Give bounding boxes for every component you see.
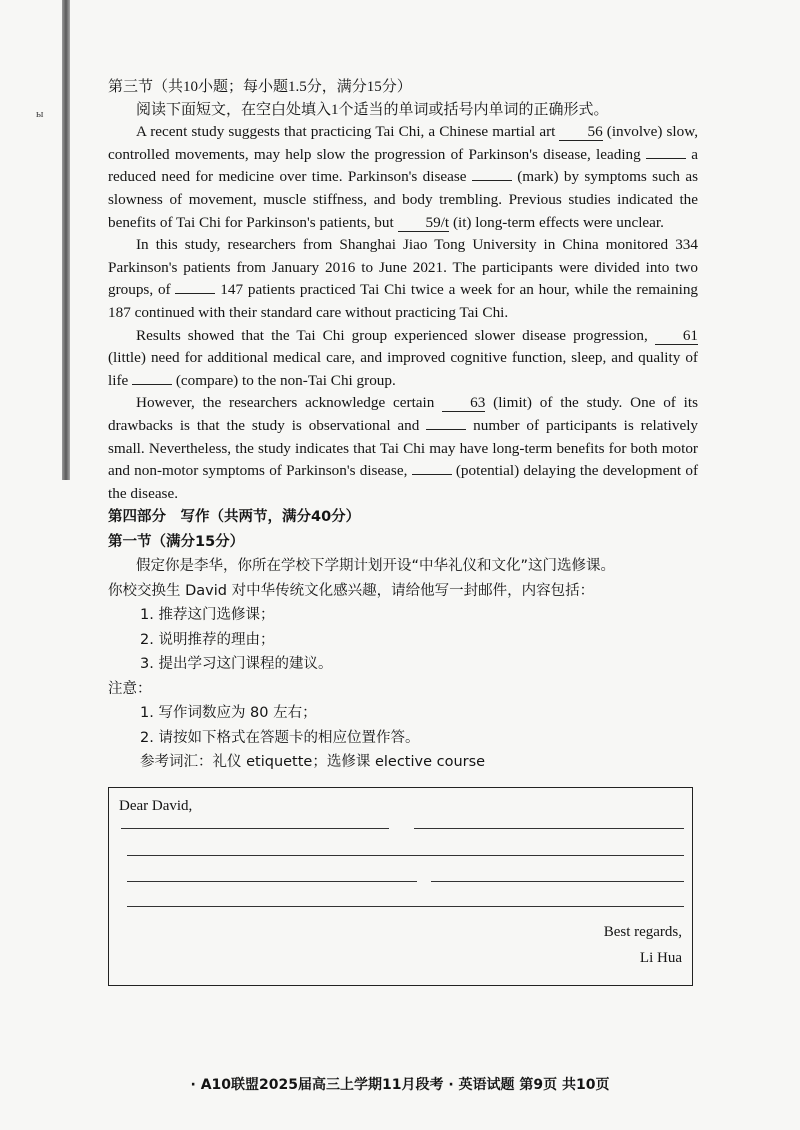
blank-59[interactable]: 59/t [398,215,450,232]
passage-paragraph-1: A recent study suggests that practicing Tai Chi, a Chinese martial art 56 (involve) slow, controlled movements, may help slow the progression of Parkinson's disease, leading a reduced need for medicine over time. Parkinson's disease (mark) by symptoms such as slowness of movement, muscle stiffness, and body trembling. Previous studies indicated the benefits of Tai Chi for Parkinson's patients, but 59/t (it) long-term effects were unclear. [108,123,699,231]
blank-60[interactable] [175,293,215,294]
letter-greeting: Dear David, [119,798,193,814]
section1-title: 第一节（满分15分） [108,533,245,550]
task-item-2: 2. 说明推荐的理由； [140,631,275,648]
passage-paragraph-2: In this study, researchers from Shanghai Jiao Tong University in China monitored 334 Parkinson's patients from January 2016 to June 2021. The participants were divided into two groups, of 147 patients practiced Tai Chi twice a week for an hour, while the remaining 187 continued with their standard care without practicing Tai Chi. [108,236,699,321]
writing-line[interactable] [121,828,389,829]
blank-57[interactable] [646,158,686,159]
writing-line[interactable] [127,906,684,907]
writing-line[interactable] [127,881,417,882]
task-line-2: 你校交换生 David 对中华传统文化感兴趣，请给他写一封邮件，内容包括： [108,582,595,599]
passage-paragraph-4: However, the researchers acknowledge certain 63 (limit) of the study. One of its drawbacks is that the study is observational and number of participants is relatively small. Nevertheless, the study indicates that Tai Chi may have long-term benefits for both motor and non-motor symptoms of Parkinson's disease, (potential) delaying the development of the disease. [108,394,699,502]
letter-signature: Li Hua [639,950,682,966]
task-item-1: 1. 推荐这门选修课； [140,607,275,624]
page-footer: · A10联盟2025届高三上学期11月段考 · 英语试题 第9页 共10页 [190,1077,610,1093]
blank-56[interactable]: 56 [559,124,602,141]
exam-page [108,76,698,775]
section-header: 第三节（共10小题；每小题1.5分，满分15分） [108,79,412,95]
writing-line[interactable] [127,855,684,856]
task-line-1: 假定你是李华，你所在学校下学期计划开设“中华礼仪和文化”这门选修课。 [136,558,616,575]
margin-mark: ы [36,108,44,120]
passage-paragraph-3: Results showed that the Tai Chi group experienced slower disease progression, 61 (little) need for additional medical care, and improved cognitive function, sleep, and quality of life (compare) to the non-Tai Chi group. [108,326,699,389]
note-item-1: 1. 写作词数应为 80 左右； [140,705,317,722]
instruction: 阅读下面短文，在空白处填入1个适当的单词或括号内单词的正确形式。 [136,101,609,118]
letter-box [108,787,693,986]
blank-65[interactable] [412,474,452,475]
blank-61[interactable]: 61 [655,328,698,345]
writing-line[interactable] [431,881,684,882]
binding-edge [62,0,70,480]
writing-line[interactable] [414,828,684,829]
part4-title: 第四部分 写作（共两节，满分40分） [108,509,361,526]
task-item-3: 3. 提出学习这门课程的建议。 [140,656,333,673]
blank-63[interactable]: 63 [442,395,485,412]
blank-58[interactable] [472,180,512,181]
note-item-2: 2. 请按如下格式在答题卡的相应位置作答。 [140,729,420,746]
vocab-reference: 参考词汇：礼仪 etiquette；选修课 elective course [140,754,486,771]
blank-62[interactable] [132,384,172,385]
notes-label: 注意： [108,680,152,697]
blank-64[interactable] [426,429,466,430]
letter-closing: Best regards, [603,924,682,940]
